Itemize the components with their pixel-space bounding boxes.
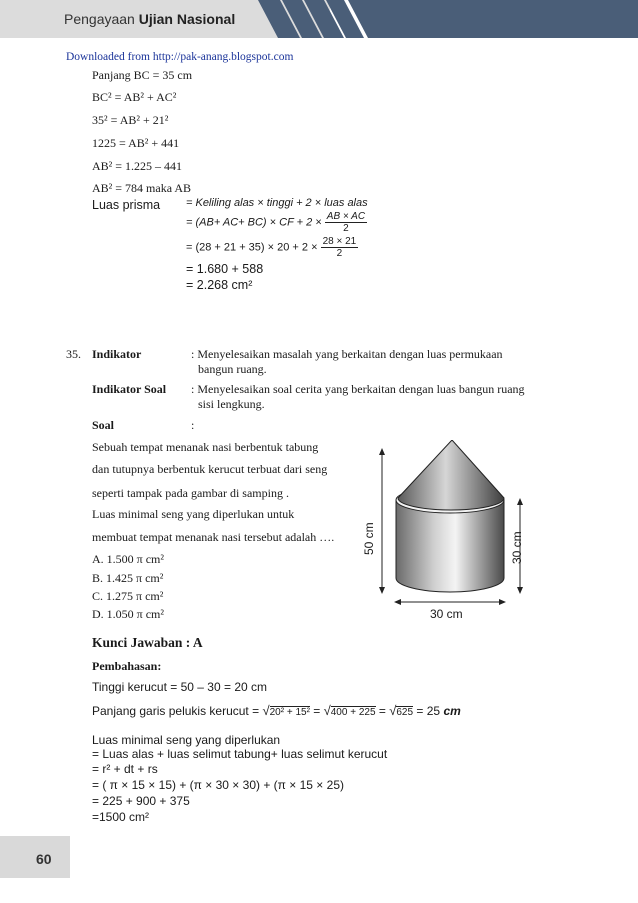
calc-line: AB² = 784 maka AB xyxy=(92,181,192,195)
solution-line: = 225 + 900 + 375 xyxy=(92,794,190,808)
solution-line: = Luas alas + luas selimut tabung+ luas selimut kerucut xyxy=(92,747,388,761)
indikator-soal-label: Indikator Soal xyxy=(92,382,167,396)
dimension-label-30-width: 30 cm xyxy=(430,607,463,621)
prism-line-4: = 1.680 + 588 xyxy=(186,262,264,276)
dimension-label-30-height: 30 cm xyxy=(510,531,524,564)
prism-line-3: = (28 + 21 + 35) × 20 + 2 × $\frac{28 \times 21}{2}$ xyxy=(186,236,357,259)
solution-line: =1500 cm² xyxy=(92,810,150,824)
solution-line: Tinggi kerucut = 50 – 30 = 20 cm xyxy=(92,680,267,694)
question-text: seperti tampak pada gambar di samping . xyxy=(92,486,289,500)
fraction: $\frac{28 \times 21}{2}$ xyxy=(322,236,357,259)
indikator-text: : Menyelesaikan masalah yang berkaitan dengan luas permukaan xyxy=(191,347,503,361)
page-number: 60 xyxy=(36,851,52,867)
indikator-soal-text: : Menyelesaikan soal cerita yang berkaitan dengan luas bangun ruang xyxy=(191,382,525,396)
prism-line-1: = Keliling alas × tinggi + 2 × luas alas xyxy=(186,197,368,209)
question-text: Luas minimal seng yang diperlukan untuk xyxy=(92,507,295,521)
dimension-label-50: 50 cm xyxy=(362,522,376,555)
question-number: 35. xyxy=(66,347,81,361)
solution-line: = r² + dt + rs xyxy=(92,762,158,776)
indikator-soal-text: sisi lengkung. xyxy=(198,397,265,411)
option-b: B. 1.425 π cm² xyxy=(92,571,164,585)
header-stripes xyxy=(240,0,638,38)
question-text: membuat tempat menanak nasi tersebut adalah …. xyxy=(92,530,335,544)
indikator-label: Indikator xyxy=(92,347,142,361)
header-title: Pengayaan Ujian Nasional xyxy=(64,11,236,27)
prism-label: Luas prisma xyxy=(92,198,161,212)
solution-line: = ( π × 15 × 15) + (π × 30 × 30) + (π × 15 × 25) xyxy=(92,778,344,792)
calc-line: 35² = AB² + 21² xyxy=(92,113,169,127)
solution-line: Luas minimal seng yang diperlukan xyxy=(92,733,281,747)
prism-line-2: = (AB+ AC+ BC) × CF + 2 × $\frac{AB \times AC}{2}$ xyxy=(186,211,366,234)
page-number-box xyxy=(0,836,70,878)
calc-line: AB² = 1.225 – 441 xyxy=(92,159,183,173)
indikator-text: bangun ruang. xyxy=(198,362,267,376)
soal-colon: : xyxy=(191,418,195,432)
calc-line: 1225 = AB² + 441 xyxy=(92,136,180,150)
option-d: D. 1.050 π cm² xyxy=(92,607,164,621)
soal-label: Soal xyxy=(92,418,115,432)
question-text: dan tutupnya berbentuk kerucut terbuat dari seng xyxy=(92,462,328,476)
calc-line: BC² = AB² + AC² xyxy=(92,90,177,104)
fraction: $\frac{AB \times AC}{2}$ xyxy=(326,211,366,234)
solution-line: Panjang garis pelukis kerucut = √20² + 15² = √400 + 225 = √625 = 25 cm xyxy=(92,703,461,718)
calc-line: Panjang BC = 35 cm xyxy=(92,68,193,82)
question-text: Sebuah tempat menanak nasi berbentuk tabung xyxy=(92,440,319,454)
prism-line-5: = 2.268 cm² xyxy=(186,278,253,292)
answer-key: Kunci Jawaban : A xyxy=(92,635,203,650)
source-link[interactable]: Downloaded from http://pak-anang.blogspot.com xyxy=(66,51,294,63)
option-a: A. 1.500 π cm² xyxy=(92,552,164,566)
option-c: C. 1.275 π cm² xyxy=(92,589,164,603)
pembahasan-label: Pembahasan: xyxy=(92,659,162,673)
